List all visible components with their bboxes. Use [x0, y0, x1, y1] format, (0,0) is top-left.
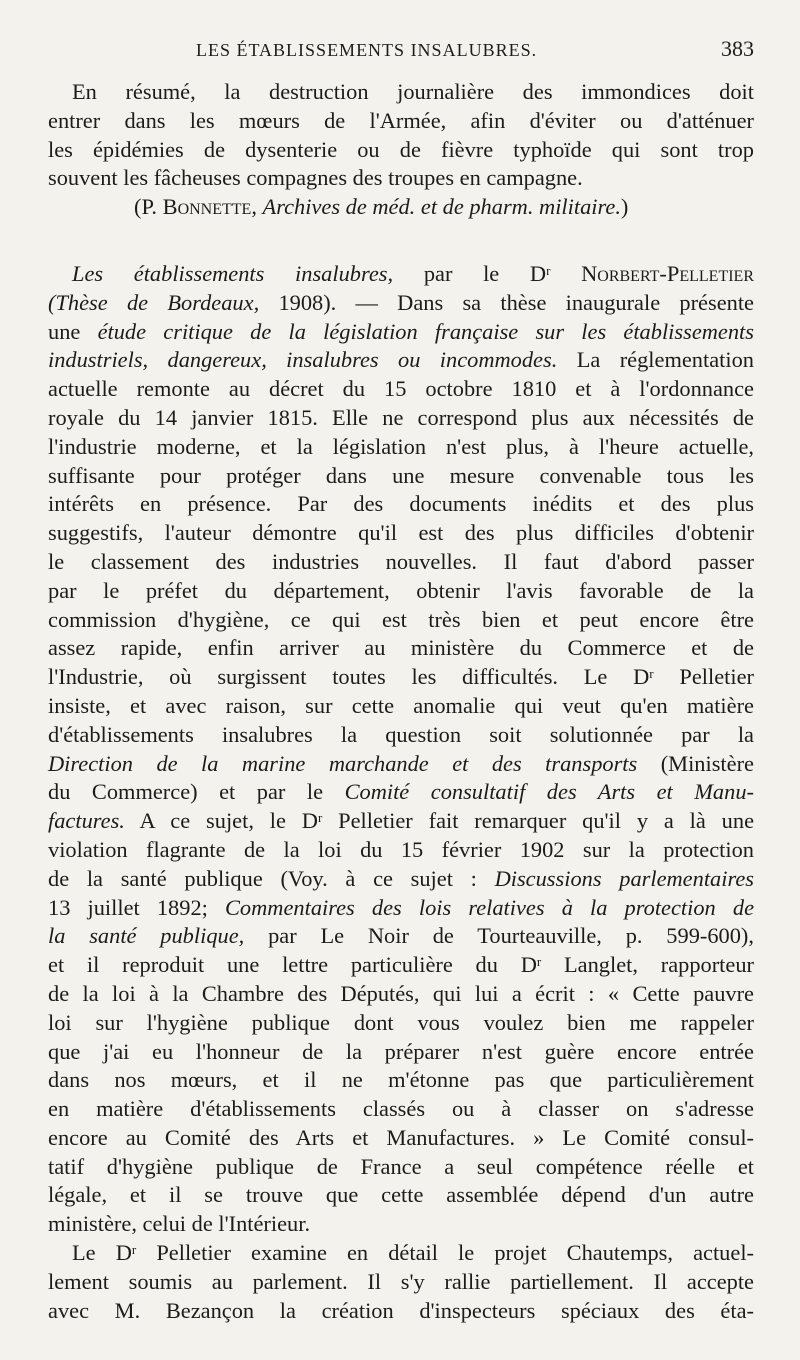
italic-run: Discussions parlementaires [494, 865, 754, 891]
text-line: de la loi à la Chambre des Députés, qui lui a écrit : « Cette pauvre [48, 980, 754, 1006]
citation-author: Bonnette, [162, 194, 257, 220]
body-text [48, 78, 754, 1325]
text-run: par Le Noir de Tourteauville, p. 599-600), [268, 923, 754, 949]
italic-run: (Thèse de Bordeaux, [48, 289, 260, 315]
review-title: Les établissements insalubres, [72, 260, 394, 286]
text-line: insiste, et avec raison, sur cette anomalie qui veut qu'en matière [48, 692, 754, 718]
text-run: Pelletier [679, 664, 754, 690]
superscript: r [131, 1242, 137, 1258]
italic-run: Comité consultatif des Arts et Manu- [344, 779, 754, 805]
citation-line [48, 193, 754, 222]
text-line: lement soumis au parlement. Il s'y rallie partiellement. Il accepte [48, 1268, 754, 1294]
text-line: royale du 14 janvier 1815. Elle ne correspond plus aux nécessités de [48, 404, 754, 430]
superscript: r [536, 954, 542, 970]
text-line: commission d'hygiène, ce qui est très bien et peut encore être [48, 606, 754, 632]
text-line: encore au Comité des Arts et Manufactures. » Le Comité consul- [48, 1124, 754, 1150]
text-run: une [48, 318, 81, 344]
citation-source: Archives de méd. et de pharm. militaire. [262, 194, 621, 220]
text-run: l'Industrie, où surgissent toutes les difficultés. Le D [48, 664, 650, 690]
text-line: le classement des industries nouvelles. Il faut d'abord passer [48, 548, 754, 574]
review-author: Norbert-Pelletier [581, 260, 754, 286]
paragraph-gap [48, 222, 754, 260]
running-head [48, 34, 754, 64]
text-run: (Ministère [660, 750, 754, 776]
text-line [48, 663, 754, 692]
text-line: par le préfet du département, obtenir l'avis favorable de la [48, 577, 754, 603]
text-run: Pelletier examine en détail le projet Chautemps, actuel- [156, 1240, 754, 1266]
text-run: du Commerce) et par le [48, 779, 324, 805]
text-line: les épidémies de dysenterie ou de fièvre typhoïde qui sont trop [48, 136, 754, 162]
text-run: 13 juillet 1892; [48, 894, 208, 920]
text-line [48, 1239, 754, 1268]
text-line: suggestifs, l'auteur démontre qu'il est des plus difficiles d'obtenir [48, 520, 754, 546]
text-run: 1908). — Dans sa thèse inaugurale présente [278, 289, 754, 315]
text-run: de la santé publique (Voy. à ce sujet : [48, 865, 477, 891]
superscript: r [317, 810, 323, 826]
text-line [48, 289, 754, 318]
citation-close: ) [620, 194, 629, 220]
text-run: Pelletier fait remarquer qu'il y a là une [338, 808, 755, 834]
running-head-title: LES ÉTABLISSEMENTS INSALUBRES. [196, 40, 538, 60]
text-line: que j'ai eu l'honneur de la préparer n'est guère encore entrée [48, 1038, 754, 1064]
text-line: intérêts en présence. Par des documents inédits et des plus [48, 491, 754, 517]
text-line [48, 778, 754, 807]
text-line: violation flagrante de la loi du 15 février 1902 sur la protection [48, 836, 754, 862]
text-line: tatif d'hygiène publique de France a seul compétence réelle et [48, 1153, 754, 1179]
superscript: r [649, 666, 654, 682]
citation-open: (P. [134, 194, 158, 220]
italic-run: Commentaires des lois relatives à la protection de [225, 894, 755, 920]
text-line [48, 894, 754, 923]
text-line [48, 318, 754, 347]
text-line: ministère, celui de l'Intérieur. [48, 1211, 311, 1237]
text-line [48, 922, 754, 951]
text-line: loi sur l'hygiène publique dont vous voulez bien me rappeler [48, 1009, 754, 1035]
text-line [48, 865, 754, 894]
page-number: 383 [721, 36, 754, 61]
text-line: souvent les fâcheuses compagnes des troupes en campagne. [48, 165, 583, 191]
text-run: Le D [72, 1240, 132, 1266]
text-line: entrer dans les mœurs de l'Armée, afin d'éviter ou d'atténuer [48, 107, 754, 133]
text-line: avec M. Bezançon la création d'inspecteurs spéciaux des éta- [48, 1297, 754, 1323]
text-run: La réglementation [576, 347, 754, 373]
text-run: Langlet, rapporteur [564, 952, 754, 978]
text-line: suffisante pour protéger dans une mesure convenable tous les [48, 462, 754, 488]
text-line: assez rapide, enfin arriver au ministère du Commerce et de [48, 635, 754, 661]
text-run: A ce sujet, le D [139, 808, 318, 834]
superscript: r [546, 262, 551, 278]
text-run: et il reproduit une lettre particulière du D [48, 952, 537, 978]
italic-run: la santé publique, [48, 923, 245, 949]
text-line: d'établissements insalubres la question soit solutionnée par la [48, 721, 754, 747]
text-line: En résumé, la destruction journalière des immondices doit [72, 79, 754, 104]
text-line: dans nos mœurs, et il ne m'étonne pas que particulièrement [48, 1067, 754, 1093]
text-line [48, 346, 754, 375]
summary-paragraph [48, 78, 754, 222]
italic-run: étude critique de la législation française sur les établissements [97, 318, 754, 344]
text-line [48, 807, 754, 836]
text-line [48, 260, 754, 289]
text-line [48, 951, 754, 980]
italic-run: factures. [48, 808, 125, 834]
italic-run: Direction de la marine marchande et des transports [48, 750, 638, 776]
italic-run: industriels, dangereux, insalubres ou incommodes. [48, 347, 558, 373]
review-paragraph [48, 260, 754, 1239]
text-line: actuelle remonte au décret du 15 octobre 1810 et à l'ordonnance [48, 376, 754, 402]
text-line: l'industrie moderne, et la législation n'est plus, à l'heure actuelle, [48, 433, 754, 459]
text-line: en matière d'établissements classés ou à classer on s'adresse [48, 1096, 754, 1122]
closing-paragraph [48, 1239, 754, 1325]
text-line: légale, et il se trouve que cette assemblée dépend d'un autre [48, 1182, 754, 1208]
text-line [48, 750, 754, 779]
review-by: par le D [423, 260, 547, 286]
